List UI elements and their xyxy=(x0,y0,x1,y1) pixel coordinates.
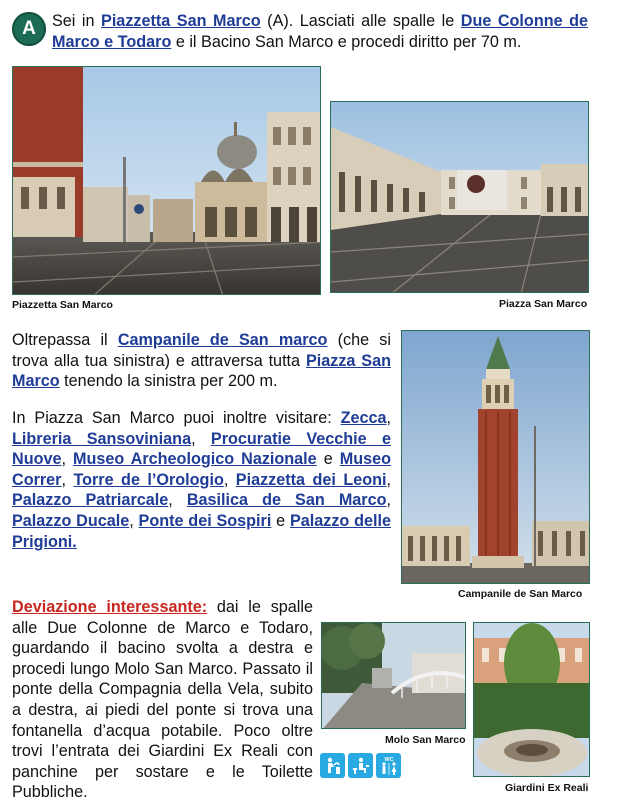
photo-piazza-san-marco xyxy=(330,101,589,293)
body-text: In Piazza San Marco puoi inoltre visitare: xyxy=(12,409,341,427)
paragraph-attractions xyxy=(12,408,391,552)
link-campanile[interactable]: Campanile de San marco xyxy=(117,331,328,349)
body-text: dai le spalle alle Due Colonne de Marco e Todaro, guardando il bacino svolta a destra e procedi lungo Molo San Marco. Passato il ponte della Compagnia della Vela, subito a destra, ai piedi del ponte si trova una fontanella d’acqua potabile. Poco oltre trovi l’entrata dei Giardini Ex Reali con panchine per sostare e le Toilette Pubbliche. xyxy=(12,598,313,802)
link-libreria-sansoviniana[interactable]: Libreria Sansoviniana xyxy=(12,429,192,448)
link-procuratie[interactable]: Procuratie Vecchie e Nuove xyxy=(12,429,391,469)
link-palazzo-patriarcale[interactable]: Palazzo Patriarcale xyxy=(12,491,169,510)
bench-icon xyxy=(348,753,373,778)
caption-campanile: Campanile de San Marco xyxy=(458,588,583,600)
link-ponte-sospiri[interactable]: Ponte dei Sospiri xyxy=(138,511,272,530)
link-zecca[interactable]: Zecca xyxy=(340,409,387,427)
photo-molo-san-marco xyxy=(321,622,466,729)
body-text: Oltrepassa il xyxy=(12,331,118,349)
link-museo-correr[interactable]: Museo Correr xyxy=(12,450,391,489)
link-piazzetta-leoni[interactable]: Piazzetta dei Leoni xyxy=(235,470,387,489)
wc-icon xyxy=(376,753,401,778)
link-museo-archeologico[interactable]: Museo Archeologico Nazionale xyxy=(73,450,317,469)
separator: , xyxy=(191,429,211,448)
link-basilica[interactable]: Basilica de San Marco xyxy=(186,491,387,510)
link-piazza-san-marco[interactable]: Piazza San Marco xyxy=(12,351,391,391)
caption-piazza: Piazza San Marco xyxy=(499,298,588,310)
deviation-heading: Deviazione interessante: xyxy=(12,598,208,616)
separator: e xyxy=(316,450,340,469)
link-torre-orologio[interactable]: Torre de l’Orologio xyxy=(73,470,224,489)
intro-paragraph xyxy=(52,11,588,52)
separator: , xyxy=(168,491,187,510)
caption-piazzetta: Piazzetta San Marco xyxy=(12,299,113,311)
photo-piazzetta-san-marco xyxy=(12,66,321,295)
caption-molo: Molo San Marco xyxy=(385,734,466,746)
link-palazzo-ducale[interactable]: Palazzo Ducale xyxy=(12,511,130,530)
paragraph-deviazione xyxy=(12,597,313,803)
paragraph-campanile xyxy=(12,330,391,392)
separator: e xyxy=(271,511,290,530)
link-piazzetta-san-marco[interactable]: Piazzetta San Marco xyxy=(101,12,261,30)
separator: , xyxy=(129,511,139,530)
separator: , xyxy=(61,470,74,489)
photo-campanile xyxy=(401,330,590,584)
link-palazzo-prigioni[interactable]: Palazzo delle Prigioni. xyxy=(12,511,391,551)
drinking-fountain-icon xyxy=(320,753,345,778)
separator: , xyxy=(223,470,236,489)
intro-text: Sei in xyxy=(52,12,102,30)
caption-giardini: Giardini Ex Reali xyxy=(505,782,589,794)
intro-text: e il Bacino San Marco e procedi diritto per 70 m. xyxy=(171,32,522,51)
separator: , xyxy=(61,450,73,469)
wc-label: WC xyxy=(383,756,394,763)
body-text: tenendo la sinistra per 200 m. xyxy=(59,372,278,391)
separator: , xyxy=(386,409,391,427)
intro-text: (A). Lasciati alle spalle le xyxy=(260,12,461,30)
section-badge: A xyxy=(12,12,46,46)
separator: , xyxy=(386,491,391,510)
photo-giardini-ex-reali xyxy=(473,622,590,777)
link-due-colonne[interactable]: Due Colonne de Marco e Todaro xyxy=(52,12,588,51)
separator: , xyxy=(386,470,391,489)
amenity-icons xyxy=(320,753,401,778)
body-text: (che si trova alla tua sinistra) e attraversa tutta xyxy=(12,331,391,370)
